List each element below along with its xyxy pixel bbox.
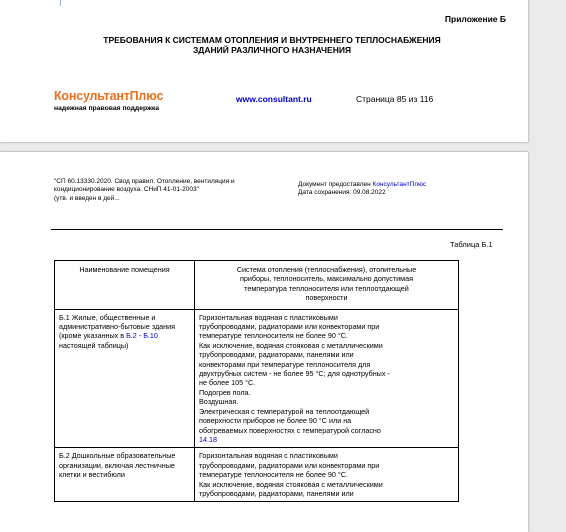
cell-line: Как исключение, водяная стояковая с металлическими bbox=[199, 479, 383, 489]
provided-by-line bbox=[298, 181, 426, 189]
header-line: температура теплоносителя или теплоотдающей bbox=[244, 283, 409, 293]
doc-title-line-1: "СП 60.13330.2020. Свод правил. Отопление, вентиляция и bbox=[54, 178, 235, 185]
cell-line: трубопроводами, радиаторами или конвекторами при bbox=[199, 322, 380, 332]
cell-line: Электрическая с температурой на теплоотдающей bbox=[199, 406, 370, 416]
ref-link-14-18[interactable]: 14.18 bbox=[199, 434, 217, 444]
row-heating-description bbox=[195, 448, 459, 502]
document-provider-info bbox=[298, 181, 426, 198]
table-header-row bbox=[55, 261, 459, 310]
section-title bbox=[92, 35, 452, 55]
cell-line: обогреваемых поверхностях с температурой согласно bbox=[199, 425, 381, 435]
header-line: поверхности bbox=[305, 293, 348, 303]
cell-line: двухтрубных систем - не более 95 °С; для однотрубных - bbox=[199, 369, 390, 379]
cell-line: организации, включая лестничные bbox=[59, 460, 175, 470]
cell-line: административно-бытовые здания bbox=[59, 322, 176, 332]
requirements-table bbox=[54, 260, 459, 502]
header-room-name: Наименование помещения bbox=[55, 261, 195, 310]
cell-line: Подогрев пола. bbox=[199, 387, 251, 397]
cell-line: клетки и вестибюли bbox=[59, 470, 125, 480]
section-title-line-1: ТРЕБОВАНИЯ К СИСТЕМАМ ОТОПЛЕНИЯ И ВНУТРЕННЕГО ТЕПЛОСНАБЖЕНИЯ bbox=[103, 35, 441, 45]
cell-line: конвекторами при температуре теплоносителя для bbox=[199, 359, 371, 369]
document-title-header bbox=[54, 178, 264, 203]
document-page-85 bbox=[0, 0, 528, 142]
ref-link-b10[interactable]: Б.10 bbox=[143, 331, 158, 341]
cell-line: Воздушная. bbox=[199, 397, 239, 407]
header-divider bbox=[51, 229, 503, 230]
doc-title-line-3: (утв. и введен в дей... bbox=[54, 194, 120, 202]
table-caption: Таблица Б.1 bbox=[450, 240, 493, 249]
cell-line: Как исключение, водяная стояковая с металлическими bbox=[199, 340, 383, 350]
cell-line: поверхности приборов не более 90 °С или на bbox=[199, 416, 352, 426]
cell-line: трубопроводами, радиаторами или конвекторами при bbox=[199, 460, 380, 470]
page-edge-marker bbox=[60, 0, 61, 6]
ref-link-b2[interactable]: Б.2 bbox=[126, 331, 137, 341]
header-line: Система отопления (теплоснабжения), отопительные bbox=[236, 265, 417, 274]
section-title-line-2: ЗДАНИЙ РАЗЛИЧНОГО НАЗНАЧЕНИЯ bbox=[192, 45, 352, 55]
table-row bbox=[55, 448, 459, 502]
row-heating-description bbox=[195, 309, 459, 448]
row-room-name bbox=[55, 309, 195, 448]
cell-line: трубопроводами, радиаторами, панелями или bbox=[199, 350, 354, 360]
document-page-86 bbox=[0, 152, 528, 532]
save-date: Дата сохранения: 09.08.2022 bbox=[298, 189, 386, 197]
doc-title-line-2: кондиционирование воздуха. СНиП 41-01-2003" bbox=[54, 186, 199, 194]
header-line: приборы, теплоноситель, максимально допустимая bbox=[240, 274, 413, 284]
page-counter: Страница 85 из 116 bbox=[356, 94, 434, 104]
consultant-tagline: надежная правовая поддержка bbox=[54, 105, 160, 112]
header-heating-system bbox=[195, 261, 459, 310]
cell-line: настоящей таблицы) bbox=[59, 340, 129, 350]
annex-label: Приложение Б bbox=[444, 14, 506, 24]
cell-line: Б.1 Жилые, общественные и bbox=[59, 312, 156, 322]
cell-line-with-links bbox=[59, 331, 190, 340]
table-row bbox=[55, 309, 459, 448]
cell-text: - bbox=[136, 331, 144, 341]
cell-line: не более 105 °С. bbox=[199, 378, 256, 388]
cell-line: Горизонтальная водяная с пластиковыми bbox=[199, 312, 338, 322]
cell-line: трубопроводами, радиаторами, панелями или bbox=[199, 488, 354, 498]
cell-text: (кроме указанных в bbox=[59, 331, 127, 341]
website-link[interactable]: www.consultant.ru bbox=[236, 94, 312, 104]
provider-link[interactable]: КонсультантПлюс bbox=[372, 181, 427, 188]
provided-by-prefix: Документ предоставлен bbox=[298, 181, 373, 188]
consultant-logo: КонсультантПлюс bbox=[54, 89, 164, 103]
cell-line: температуре теплоносителя не более 90 °С. bbox=[199, 331, 348, 341]
cell-line: Горизонтальная водяная с пластиковыми bbox=[199, 451, 338, 461]
row-room-name bbox=[55, 448, 195, 502]
cell-line: температуре теплоносителя не более 90 °С. bbox=[199, 470, 348, 480]
cell-line: Б.2 Дошкольные образовательные bbox=[59, 451, 176, 461]
